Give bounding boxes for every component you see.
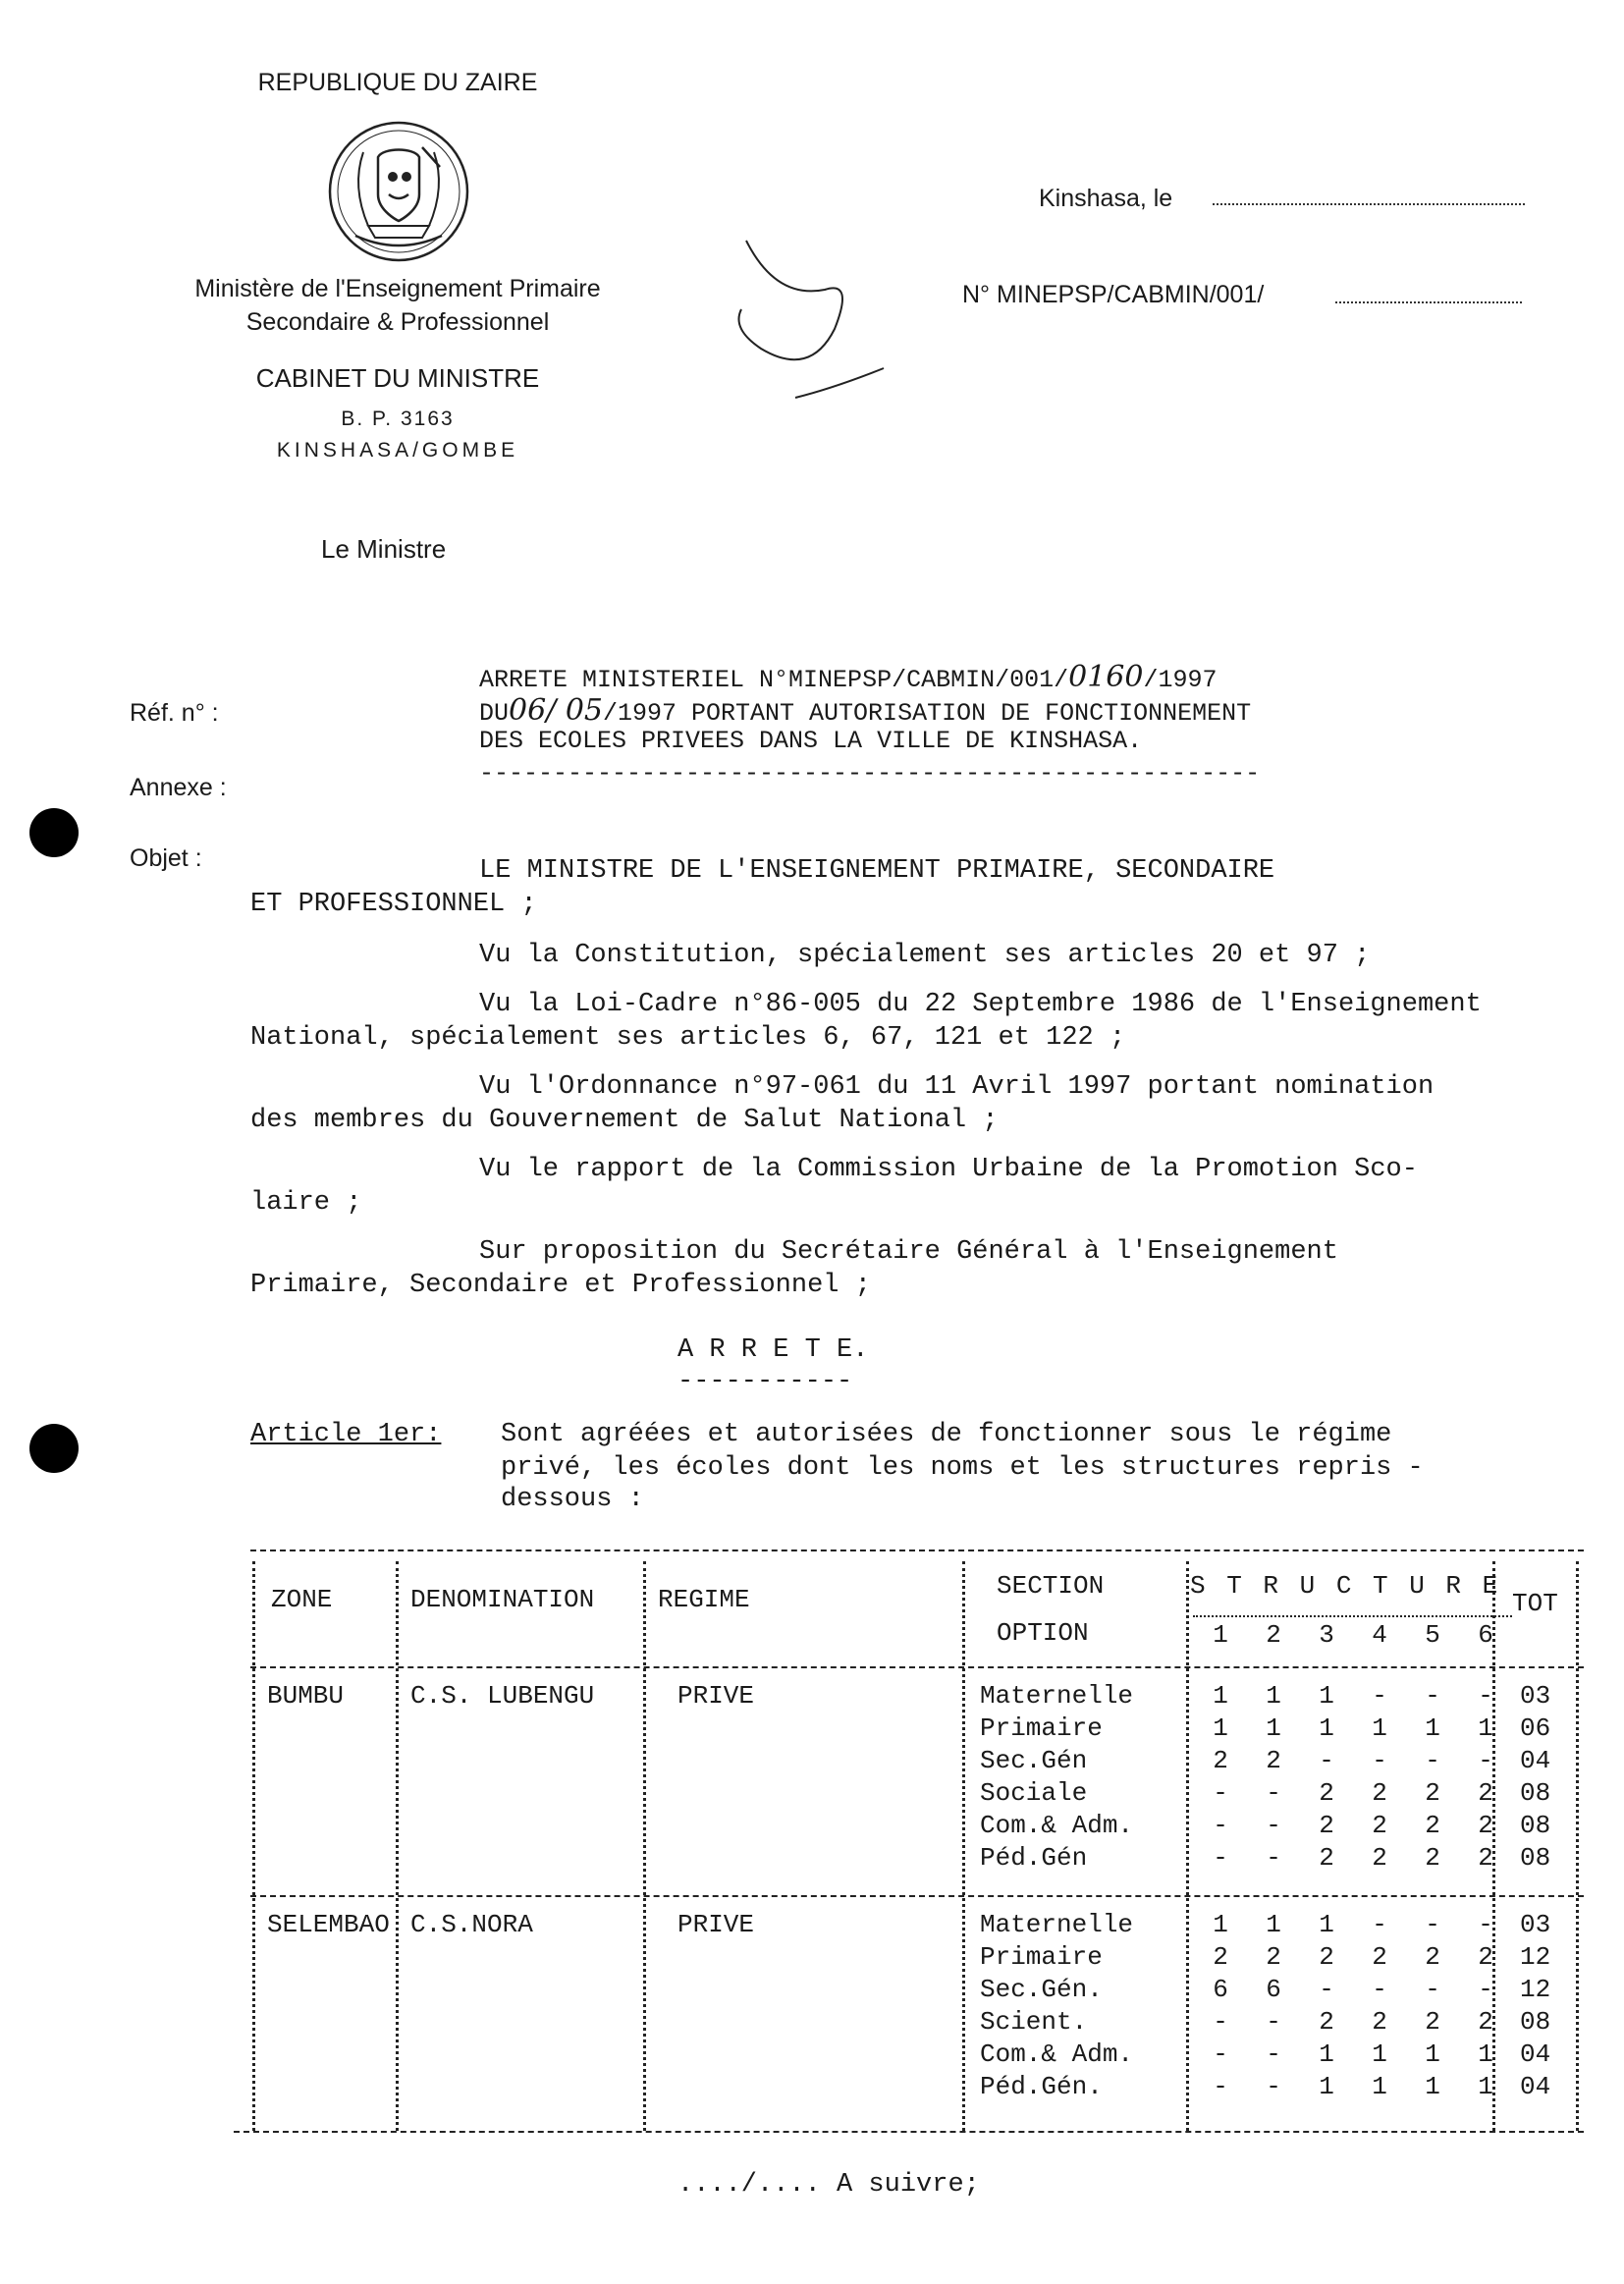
header-section: SECTION — [997, 1571, 1105, 1601]
preamble-5-line-2: laire ; — [250, 1188, 362, 1218]
col-sep-section — [1186, 1561, 1189, 2131]
structure-cell: 2 — [1425, 1778, 1440, 1808]
article-1-line-2: privé, les écoles dont les noms et les structures repris - — [501, 1453, 1424, 1483]
structure-cell: 1 — [1213, 1910, 1228, 1939]
header-total: TOT — [1512, 1589, 1558, 1618]
option-cell: Sec.Gén. — [980, 1975, 1103, 2004]
total-cell: 12 — [1520, 1975, 1551, 2004]
date-prefix: DU — [479, 699, 510, 728]
structure-cell: - — [1478, 1746, 1493, 1775]
structure-cell: - — [1372, 1975, 1387, 2004]
header-bottom-rule — [250, 1666, 1584, 1668]
total-cell: 04 — [1520, 2072, 1551, 2101]
structure-cell: 2 — [1425, 1843, 1440, 1873]
table-bottom-rule — [234, 2131, 1584, 2133]
structure-cell: 1 — [1372, 1713, 1387, 1743]
republic-heading: REPUBLIQUE DU ZAIRE — [257, 69, 538, 96]
structure-col-2: 2 — [1266, 1620, 1281, 1650]
structure-cell: 2 — [1319, 1778, 1334, 1808]
structure-cell: 2 — [1425, 2007, 1440, 2037]
article-1-line-3: dessous : — [501, 1485, 644, 1514]
preamble-3-line-1: Vu la Loi-Cadre n°86-005 du 22 Septembre 1986 de l'Enseignement — [479, 990, 1482, 1019]
total-cell: 08 — [1520, 1843, 1551, 1873]
total-cell: 06 — [1520, 1713, 1551, 1743]
structure-cell: 1 — [1425, 2072, 1440, 2101]
decree-title-rest: /1997 PORTANT AUTORISATION DE FONCTIONNEMENT — [603, 699, 1252, 728]
le-ministre: Le Ministre — [321, 534, 447, 564]
preamble-4-line-1: Vu l'Ordonnance n°97-061 du 11 Avril 1997 portant nomination — [479, 1072, 1435, 1102]
structure-cell: - — [1319, 1975, 1334, 2004]
header-structure: S T R U C T U R E — [1190, 1571, 1501, 1601]
structure-cell: - — [1372, 1681, 1387, 1711]
structure-cell: 2 — [1213, 1942, 1228, 1972]
option-cell: Primaire — [980, 1713, 1103, 1743]
date-label: Kinshasa, le — [1039, 185, 1173, 212]
structure-cell: 2 — [1478, 1778, 1493, 1808]
preamble-2: Vu la Constitution, spécialement ses articles 20 et 97 ; — [479, 941, 1371, 970]
structure-cell: 1 — [1319, 2072, 1334, 2101]
header-option: OPTION — [997, 1618, 1089, 1648]
decree-number-prefix: ARRETE MINISTERIEL N°MINEPSP/CABMIN/001/ — [479, 666, 1069, 694]
structure-col-1: 1 — [1213, 1620, 1228, 1650]
col-sep-right — [1576, 1561, 1579, 2131]
total-cell: 08 — [1520, 1778, 1551, 1808]
total-cell: 04 — [1520, 1746, 1551, 1775]
structure-cell: 1 — [1266, 1681, 1281, 1711]
structure-col-4: 4 — [1372, 1620, 1387, 1650]
structure-cell: - — [1213, 1778, 1228, 1808]
cabinet-heading: CABINET DU MINISTRE — [255, 363, 540, 393]
header-denomination: DENOMINATION — [410, 1585, 595, 1614]
structure-subheader-rule — [1193, 1615, 1512, 1617]
structure-cell: 2 — [1372, 1811, 1387, 1840]
structure-cell: 2 — [1372, 1778, 1387, 1808]
structure-cell: 1 — [1319, 1910, 1334, 1939]
zone-cell: BUMBU — [267, 1681, 345, 1711]
preamble-1-line-2: ET PROFESSIONNEL ; — [250, 890, 537, 919]
structure-cell: 1 — [1213, 1681, 1228, 1711]
structure-col-3: 3 — [1319, 1620, 1334, 1650]
total-cell: 03 — [1520, 1681, 1551, 1711]
option-cell: Com.& Adm. — [980, 1811, 1134, 1840]
structure-cell: - — [1478, 1681, 1493, 1711]
structure-col-5: 5 — [1425, 1620, 1440, 1650]
option-cell: Péd.Gén. — [980, 2072, 1103, 2101]
option-cell: Sociale — [980, 1778, 1088, 1808]
structure-cell: - — [1372, 1746, 1387, 1775]
ref-label: Réf. n° : — [130, 699, 219, 727]
structure-cell: - — [1266, 2007, 1281, 2037]
structure-cell: 2 — [1319, 1811, 1334, 1840]
table-top-rule — [250, 1550, 1584, 1551]
structure-cell: 1 — [1478, 2072, 1493, 2101]
option-cell: Com.& Adm. — [980, 2039, 1134, 2069]
structure-cell: - — [1425, 1681, 1440, 1711]
handwritten-decree-number: 0160 — [1068, 660, 1144, 694]
denomination-cell: C.S. LUBENGU — [410, 1681, 595, 1711]
preamble-6-line-1: Sur proposition du Secrétaire Général à l'Enseignement — [479, 1237, 1338, 1267]
preamble-4-line-2: des membres du Gouvernement de Salut National ; — [250, 1106, 999, 1135]
structure-cell: - — [1319, 1746, 1334, 1775]
structure-cell: 1 — [1319, 2039, 1334, 2069]
option-cell: Péd.Gén — [980, 1843, 1088, 1873]
structure-cell: 2 — [1425, 1942, 1440, 1972]
structure-cell: 2 — [1319, 1942, 1334, 1972]
structure-cell: - — [1213, 2072, 1228, 2101]
title-rule: ----------------------------------------------------- — [479, 759, 1261, 788]
header-regime: REGIME — [658, 1585, 750, 1614]
structure-cell: - — [1266, 1811, 1281, 1840]
structure-cell: - — [1372, 1910, 1387, 1939]
structure-cell: 1 — [1425, 1713, 1440, 1743]
arrete-heading: A R R E T E. — [677, 1335, 869, 1365]
decree-year: /1997 — [1143, 666, 1218, 694]
regime-cell: PRIVE — [677, 1910, 755, 1939]
structure-cell: 2 — [1478, 2007, 1493, 2037]
structure-cell: 2 — [1266, 1746, 1281, 1775]
structure-cell: - — [1266, 1778, 1281, 1808]
total-cell: 04 — [1520, 2039, 1551, 2069]
structure-cell: 1 — [1478, 1713, 1493, 1743]
document-number: N° MINEPSP/CABMIN/001/ — [962, 281, 1265, 308]
structure-cell: - — [1425, 1910, 1440, 1939]
structure-cell: 2 — [1213, 1746, 1228, 1775]
article-1-label: Article 1er: — [250, 1420, 442, 1449]
structure-cell: - — [1266, 2072, 1281, 2101]
option-cell: Sec.Gén — [980, 1746, 1088, 1775]
structure-cell: - — [1266, 1843, 1281, 1873]
option-cell: Scient. — [980, 2007, 1088, 2037]
structure-cell: 1 — [1478, 2039, 1493, 2069]
regime-cell: PRIVE — [677, 1681, 755, 1711]
objet-label: Objet : — [130, 844, 202, 872]
ministry-line-1: Ministère de l'Enseignement Primaire — [194, 275, 601, 302]
group-separator-rule — [250, 1895, 1584, 1897]
po-box: B. P. 3163 — [341, 408, 455, 430]
preamble-5-line-1: Vu le rapport de la Commission Urbaine de la Promotion Sco- — [479, 1155, 1418, 1184]
structure-cell: - — [1478, 1910, 1493, 1939]
option-cell: Maternelle — [980, 1681, 1134, 1711]
ministry-line-2: Secondaire & Professionnel — [245, 308, 550, 336]
structure-cell: 6 — [1266, 1975, 1281, 2004]
continuation-note: ..../.... A suivre; — [677, 2170, 980, 2200]
structure-cell: - — [1478, 1975, 1493, 2004]
structure-cell: - — [1213, 1811, 1228, 1840]
structure-cell: - — [1425, 1975, 1440, 2004]
structure-cell: 1 — [1319, 1681, 1334, 1711]
total-cell: 08 — [1520, 2007, 1551, 2037]
preamble-1-line-1: LE MINISTRE DE L'ENSEIGNEMENT PRIMAIRE, SECONDAIRE — [479, 856, 1275, 886]
structure-col-6: 6 — [1478, 1620, 1493, 1650]
structure-cell: 2 — [1372, 2007, 1387, 2037]
structure-cell: 1 — [1425, 2039, 1440, 2069]
structure-cell: 1 — [1213, 1713, 1228, 1743]
zone-cell: SELEMBAO — [267, 1910, 390, 1939]
structure-cell: 2 — [1478, 1942, 1493, 1972]
structure-cell: 2 — [1319, 2007, 1334, 2037]
total-cell: 03 — [1520, 1910, 1551, 1939]
structure-cell: 2 — [1478, 1811, 1493, 1840]
option-cell: Primaire — [980, 1942, 1103, 1972]
option-cell: Maternelle — [980, 1910, 1134, 1939]
col-sep-zone — [396, 1561, 399, 2131]
structure-cell: 1 — [1266, 1910, 1281, 1939]
structure-cell: - — [1213, 2039, 1228, 2069]
structure-cell: 2 — [1372, 1942, 1387, 1972]
total-cell: 08 — [1520, 1811, 1551, 1840]
article-1-line-1: Sont agréées et autorisées de fonctionner sous le régime — [501, 1420, 1392, 1449]
structure-cell: 1 — [1319, 1713, 1334, 1743]
structure-cell: - — [1266, 2039, 1281, 2069]
denomination-cell: C.S.NORA — [410, 1910, 533, 1939]
total-cell: 12 — [1520, 1942, 1551, 1972]
col-sep-regime — [962, 1561, 965, 2131]
structure-cell: 1 — [1372, 2039, 1387, 2069]
col-sep-left — [252, 1561, 255, 2131]
col-sep-denomination — [643, 1561, 646, 2131]
preamble-3-line-2: National, spécialement ses articles 6, 67, 121 et 122 ; — [250, 1023, 1126, 1053]
preamble-6-line-2: Primaire, Secondaire et Professionnel ; — [250, 1271, 871, 1300]
handwritten-date: 06/ 05 — [509, 693, 604, 728]
arrete-rule: ----------- — [677, 1367, 853, 1396]
annexe-label: Annexe : — [130, 774, 227, 801]
structure-cell: 1 — [1266, 1713, 1281, 1743]
structure-cell: - — [1213, 1843, 1228, 1873]
structure-cell: 6 — [1213, 1975, 1228, 2004]
city-line: KINSHASA/GOMBE — [276, 439, 519, 462]
structure-cell: - — [1425, 1746, 1440, 1775]
structure-cell: 2 — [1425, 1811, 1440, 1840]
structure-cell: - — [1213, 2007, 1228, 2037]
structure-cell: 2 — [1372, 1843, 1387, 1873]
structure-cell: 2 — [1478, 1843, 1493, 1873]
structure-cell: 2 — [1266, 1942, 1281, 1972]
structure-cell: 1 — [1372, 2072, 1387, 2101]
header-zone: ZONE — [271, 1585, 333, 1614]
decree-title-line-3: DES ECOLES PRIVEES DANS LA VILLE DE KINSHASA. — [479, 727, 1143, 755]
structure-cell: 2 — [1319, 1843, 1334, 1873]
